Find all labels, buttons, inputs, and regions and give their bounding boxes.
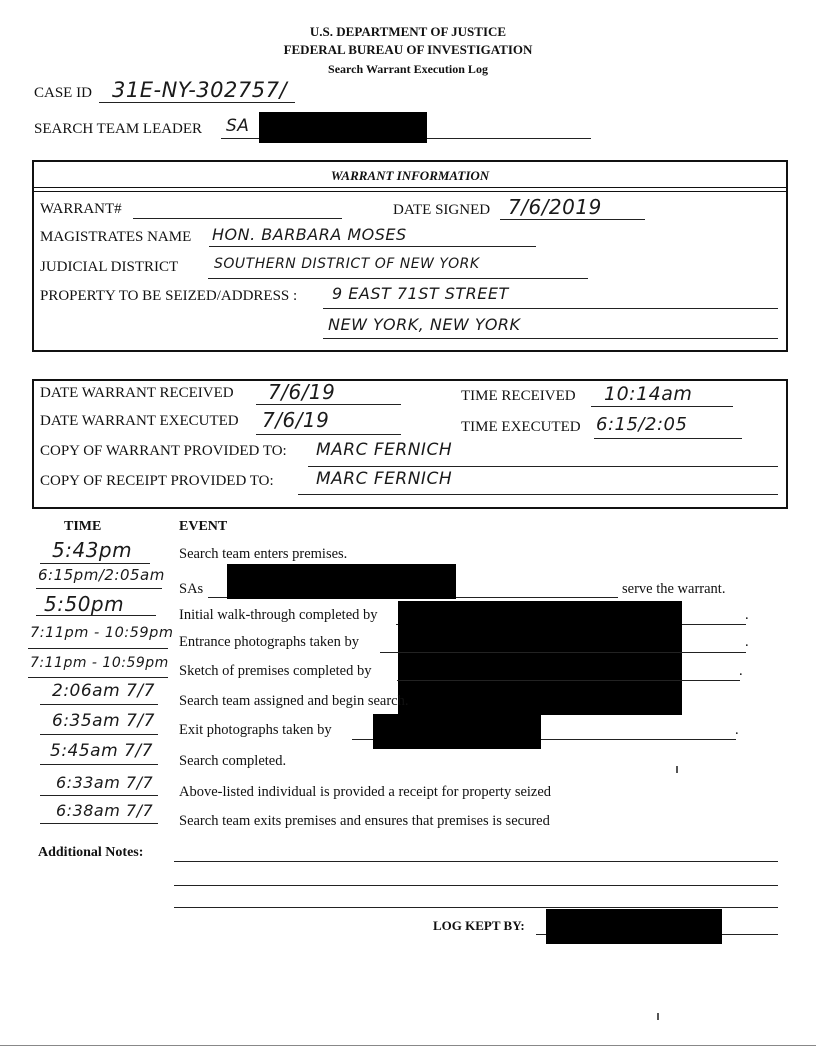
warrant-number-label: WARRANT# [40,201,122,217]
additional-notes-label: Additional Notes: [38,845,144,860]
notes-line-1 [174,861,778,862]
event-time: 6:38am 7/7 [56,801,154,820]
time-received-value: 10:14am [604,383,693,405]
title-divider-bottom [34,191,786,192]
scan-bottom-edge [0,1045,816,1046]
case-id-underline [99,102,295,103]
event-time: 6:15pm/2:05am [38,566,165,584]
copy-receipt-value: MARC FERNICH [316,469,453,489]
bureau-heading: FEDERAL BUREAU OF INVESTIGATION [283,42,533,57]
time-underline [40,764,158,765]
time-underline [36,588,162,589]
event-time: 6:33am 7/7 [56,773,154,792]
event-time: 5:45am 7/7 [50,741,153,761]
judicial-district-value: SOUTHERN DISTRICT OF NEW YORK [214,256,480,272]
personnel-redaction [398,601,682,715]
property-address-label: PROPERTY TO BE SEIZED/ADDRESS : [40,288,298,304]
scan-speck [657,1013,659,1020]
event-underline [397,680,740,681]
copy-warrant-underline [308,466,778,467]
time-executed-label: TIME EXECUTED [461,419,581,435]
event-description: Search completed. [179,753,287,769]
event-suffix: serve the warrant. [622,581,726,597]
time-received-label: TIME RECEIVED [461,388,576,404]
title-divider-top [34,187,786,188]
date-signed-label: DATE SIGNED [393,202,491,218]
warrant-information-title: WARRANT INFORMATION [330,168,490,183]
copy-receipt-label: COPY OF RECEIPT PROVIDED TO: [40,473,274,489]
event-time: 2:06am 7/7 [52,681,155,701]
event-suffix: . [745,634,749,650]
event-time: 7:11pm - 10:59pm [30,625,174,641]
event-time: 6:35am 7/7 [52,711,155,731]
event-description: Initial walk-through completed by [179,607,378,623]
sas-redaction [227,564,456,599]
property-address-line2: NEW YORK, NEW YORK [328,315,521,334]
date-executed-underline [256,434,401,435]
copy-receipt-underline [298,494,778,495]
time-underline [40,795,158,796]
event-underline [380,652,746,653]
date-executed-label: DATE WARRANT EXECUTED [40,413,239,429]
time-underline [28,648,168,649]
copy-warrant-label: COPY OF WARRANT PROVIDED TO: [40,443,287,459]
team-leader-label: SEARCH TEAM LEADER [34,121,203,137]
event-time: 5:50pm [44,592,125,616]
date-signed-underline [500,219,645,220]
copy-warrant-value: MARC FERNICH [316,440,453,460]
department-heading: U.S. DEPARTMENT OF JUSTICE [309,24,507,39]
event-description: Entrance photographs taken by [179,634,359,650]
warrant-number-underline [133,218,342,219]
event-time: 5:43pm [52,538,133,562]
magistrate-value: HON. BARBARA MOSES [212,225,407,244]
exit-photos-redaction [373,714,541,749]
event-description: Search team assigned and begin search. [179,693,409,709]
log-kept-by-label: LOG KEPT BY: [433,918,525,933]
case-id-label: CASE ID [34,85,92,101]
time-underline [40,734,158,735]
judicial-district-underline [208,278,588,279]
date-received-underline [256,404,401,405]
time-underline [40,823,158,824]
event-description: SAs [179,581,204,597]
date-signed-value: 7/6/2019 [508,195,602,219]
event-suffix: . [735,722,739,738]
time-column-header: TIME [64,519,102,534]
event-suffix: . [739,663,743,679]
time-underline [28,677,168,678]
event-description: Search team exits premises and ensures that premises is secured [179,813,550,829]
notes-line-3 [174,907,778,908]
event-column-header: EVENT [179,519,228,534]
time-executed-value: 6:15/2:05 [596,414,688,435]
event-description: Sketch of premises completed by [179,663,372,679]
magistrate-label: MAGISTRATES NAME [40,229,192,245]
event-description: Search team enters premises. [179,546,348,562]
time-underline [40,704,158,705]
event-description: Above-listed individual is provided a receipt for property seized [179,784,552,800]
event-description: Exit photographs taken by [179,722,332,738]
judicial-district-label: JUDICIAL DISTRICT [40,259,179,275]
case-id-value: 31E-NY-302757/ [112,78,288,102]
notes-line-2 [174,885,778,886]
date-received-label: DATE WARRANT RECEIVED [40,385,234,401]
property-underline-1 [323,308,778,309]
event-time: 7:11pm - 10:59pm [30,655,169,671]
time-executed-underline [594,438,742,439]
scan-speck [676,766,678,773]
form-title: Search Warrant Execution Log [328,62,488,76]
team-leader-redaction [259,112,427,143]
team-leader-value: SA [226,116,250,136]
time-received-underline [591,406,733,407]
time-underline [40,563,150,564]
property-underline-2 [323,338,778,339]
date-executed-value: 7/6/19 [262,408,330,432]
magistrate-underline [209,246,536,247]
property-address-line1: 9 EAST 71ST STREET [332,284,509,303]
log-kept-by-redaction [546,909,722,944]
date-received-value: 7/6/19 [268,380,336,404]
event-suffix: . [745,607,749,623]
